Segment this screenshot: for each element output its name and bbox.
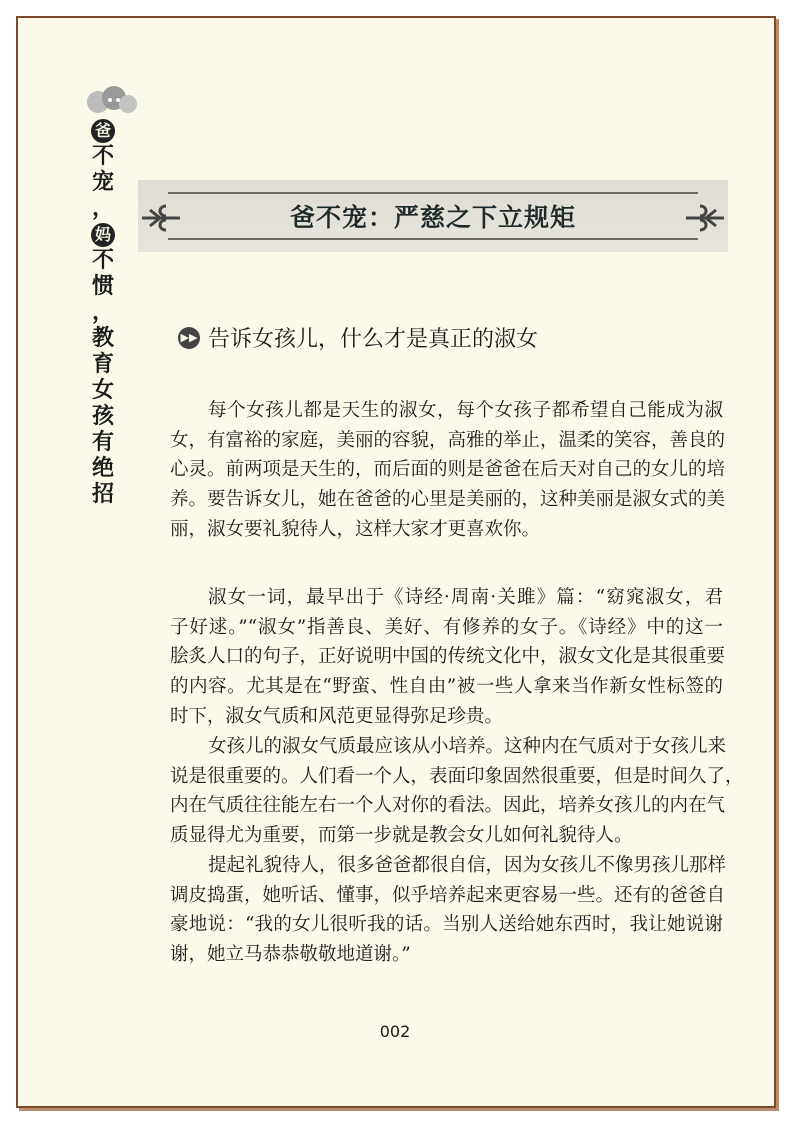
sidebar-char: 宠 — [91, 170, 114, 195]
sidebar-char: 绝 — [91, 456, 114, 481]
sidebar-char: 孩 — [91, 404, 114, 429]
text-line: 提起礼貌待人，很多爸爸都很自信，因为女孩儿不像男孩儿那样 — [208, 855, 727, 876]
sidebar-char: 不 — [91, 248, 114, 273]
sidebar-char: 育 — [91, 352, 114, 377]
sidebar-char: 招 — [91, 482, 114, 507]
text-line: 每个女孩儿都是天生的淑女，每个女孩子都希望自己能成为淑 — [208, 400, 723, 421]
text-line: 谢，她立马恭恭敬敬地道谢。” — [170, 944, 411, 966]
text-line: 女，有富裕的家庭，美丽的容貌，高雅的举止，温柔的笑容，善良的 — [170, 429, 726, 451]
chapter-title: 爸不宠：严慈之下立规矩 — [289, 203, 576, 232]
text-line: 子好逑。”“淑女”指善良、美好、有修养的女子。《诗经》中的这一 — [170, 616, 723, 638]
page-number: 002 — [379, 1022, 411, 1041]
sidebar-char: 爸 — [91, 119, 115, 143]
chapter-banner — [138, 180, 728, 252]
text-line: 调皮捣蛋，她听话、懂事，似乎培养起来更容易一些。还有的爸爸自 — [170, 884, 726, 906]
text-line: 脍炙人口的句子，正好说明中国的传统文化中，淑女文化是其很重要 — [170, 646, 726, 668]
sidebar-char: ， — [91, 196, 114, 221]
paragraph — [170, 732, 744, 851]
sidebar-char: 妈 — [91, 223, 115, 247]
sidebar-char: 不 — [91, 144, 114, 169]
text-line: 心灵。前两项是天生的，而后面的则是爸爸在后天对自己的女儿的培 — [170, 459, 726, 481]
text-line: 养。要告诉女儿，她在爸爸的心里是美丽的，这种美丽是淑女式的美 — [170, 489, 726, 511]
text-line: 内在气质往往能左右一个人对你的看法。因此，培养女孩儿的内在气 — [170, 795, 726, 817]
sidebar-char: 惯 — [91, 274, 114, 299]
section-heading — [178, 322, 538, 353]
paragraph — [170, 396, 726, 544]
paragraph — [170, 851, 727, 970]
running-book-title — [82, 118, 124, 508]
text-line: 丽，淑女要礼貌待人，这样大家才更喜欢你。 — [170, 518, 541, 540]
sidebar-char: 教 — [91, 326, 114, 351]
sidebar-char: 女 — [91, 378, 114, 403]
fast-forward-icon: ▶▶ — [178, 327, 200, 349]
mascot-illustration-icon — [84, 84, 138, 120]
text-line: 时下，淑女气质和风范更显得弥足珍贵。 — [170, 705, 504, 727]
text-line: 女孩儿的淑女气质最应该从小培养。这种内在气质对于女孩儿来 — [208, 736, 727, 757]
text-line: 的内容。尤其是在“野蛮、性自由”被一些人拿来当作新女性标签的 — [170, 676, 723, 698]
text-line: 淑女一词，最早出于《诗经·周南·关雎》篇：“窈窕淑女，君 — [208, 587, 723, 608]
sidebar-char: ， — [91, 300, 114, 325]
text-line: 说是很重要的。人们看一个人，表面印象固然很重要，但是时间久了， — [170, 765, 744, 787]
text-line: 质显得尤为重要，而第一步就是教会女儿如何礼貌待人。 — [170, 825, 633, 847]
paragraph — [170, 583, 726, 731]
section-title: 告诉女孩儿，什么才是真正的淑女 — [208, 327, 539, 352]
text-line: 豪地说：“我的女儿很听我的话。当别人送给她东西时，我让她说谢 — [170, 914, 723, 936]
sidebar-char: 有 — [91, 430, 114, 455]
